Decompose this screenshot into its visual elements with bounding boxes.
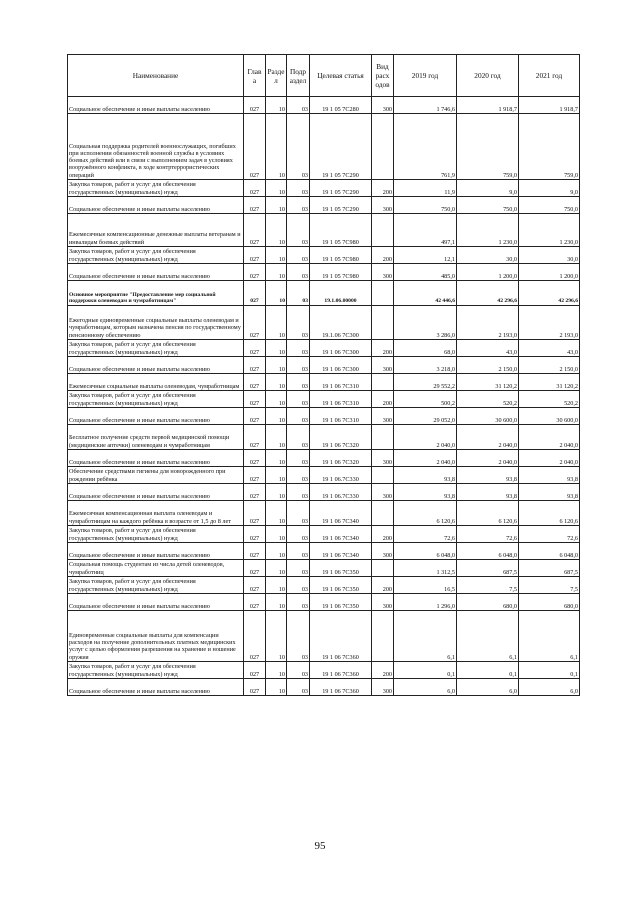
row-2019: 761,9	[394, 114, 457, 180]
row-2020: 43,0	[457, 340, 519, 357]
row-podrazdel: 03	[287, 450, 310, 467]
row-cel-statya: 19 1 06 7С310	[310, 391, 372, 408]
row-name: Социальное обеспечение и иные выплаты населению	[68, 484, 244, 501]
row-cel-statya: 19.1.06 7С300	[310, 306, 372, 340]
row-vid-rashodov: 200	[372, 340, 394, 357]
row-vid-rashodov: 200	[372, 526, 394, 543]
row-cel-statya: 19 1 06 7С360	[310, 679, 372, 696]
row-cel-statya: 19 1 06 7С350	[310, 594, 372, 611]
row-name: Социальное обеспечение и иные выплаты населению	[68, 357, 244, 374]
row-name: Ежемесячные социальные выплаты оленеводам, чумработницам	[68, 374, 244, 391]
row-cel-statya: 19 1 06 7С350	[310, 560, 372, 577]
table-row	[68, 114, 580, 180]
row-glava: 027	[244, 197, 266, 214]
header-cel-statya: Целевая статья	[310, 55, 372, 97]
row-2020: 687,5	[457, 560, 519, 577]
table-row	[68, 247, 580, 264]
row-glava: 027	[244, 264, 266, 281]
row-vid-rashodov	[372, 306, 394, 340]
row-2021: 1 200,0	[519, 264, 580, 281]
row-vid-rashodov: 300	[372, 450, 394, 467]
row-glava: 027	[244, 374, 266, 391]
row-razdel: 10	[266, 197, 287, 214]
row-2019: 12,1	[394, 247, 457, 264]
row-2021: 6,1	[519, 611, 580, 662]
row-name: Социальное обеспечение и иные выплаты населению	[68, 264, 244, 281]
row-2021: 9,0	[519, 180, 580, 197]
row-razdel: 10	[266, 679, 287, 696]
row-2021: 2 040,0	[519, 425, 580, 450]
row-razdel: 10	[266, 467, 287, 484]
row-vid-rashodov: 200	[372, 391, 394, 408]
table-row	[68, 374, 580, 391]
row-vid-rashodov	[372, 374, 394, 391]
row-glava: 027	[244, 662, 266, 679]
row-razdel: 10	[266, 357, 287, 374]
row-podrazdel: 03	[287, 662, 310, 679]
row-razdel: 10	[266, 543, 287, 560]
row-cel-statya: 19 1 06 7С320	[310, 450, 372, 467]
table-row	[68, 577, 580, 594]
row-glava: 027	[244, 501, 266, 526]
row-razdel: 10	[266, 306, 287, 340]
row-2019: 6 120,6	[394, 501, 457, 526]
row-razdel: 10	[266, 374, 287, 391]
row-2021: 759,0	[519, 114, 580, 180]
row-2021: 1 918,7	[519, 97, 580, 114]
row-2019: 3 286,0	[394, 306, 457, 340]
row-2021: 0,1	[519, 662, 580, 679]
row-2021: 2 040,0	[519, 450, 580, 467]
row-vid-rashodov	[372, 114, 394, 180]
row-podrazdel: 03	[287, 357, 310, 374]
table-row	[68, 594, 580, 611]
row-cel-statya: 19 1 05 7С280	[310, 97, 372, 114]
row-2021: 687,5	[519, 560, 580, 577]
row-2021: 520,2	[519, 391, 580, 408]
row-name: Закупка товаров, работ и услуг для обеспечения государственных (муниципальных) нужд	[68, 340, 244, 357]
row-glava: 027	[244, 391, 266, 408]
row-razdel: 10	[266, 281, 287, 306]
row-2020: 7,5	[457, 577, 519, 594]
header-2019: 2019 год	[394, 55, 457, 97]
header-razdel: Разде л	[266, 55, 287, 97]
row-podrazdel: 03	[287, 97, 310, 114]
row-razdel: 10	[266, 247, 287, 264]
row-razdel: 10	[266, 662, 287, 679]
row-razdel: 10	[266, 501, 287, 526]
table-row	[68, 340, 580, 357]
row-cel-statya: 19 1 06 7С300	[310, 357, 372, 374]
row-vid-rashodov: 300	[372, 594, 394, 611]
row-2019: 497,1	[394, 214, 457, 247]
row-cel-statya: 19 1 06.7С330	[310, 484, 372, 501]
row-razdel: 10	[266, 526, 287, 543]
row-razdel: 10	[266, 214, 287, 247]
row-podrazdel: 03	[287, 526, 310, 543]
row-vid-rashodov	[372, 425, 394, 450]
row-podrazdel: 03	[287, 611, 310, 662]
row-2019: 6,1	[394, 611, 457, 662]
row-razdel: 10	[266, 180, 287, 197]
row-2019: 68,0	[394, 340, 457, 357]
row-name: Закупка товаров, работ и услуг для обеспечения государственных (муниципальных) нужд	[68, 247, 244, 264]
row-name: Закупка товаров, работ и услуг для обеспечения государственных (муниципальных) нужд	[68, 662, 244, 679]
row-2020: 750,0	[457, 197, 519, 214]
row-podrazdel: 03	[287, 467, 310, 484]
row-glava: 027	[244, 357, 266, 374]
table-row	[68, 306, 580, 340]
row-cel-statya: 19 1 05 7С290	[310, 114, 372, 180]
row-podrazdel: 03	[287, 425, 310, 450]
table-header-row	[68, 55, 580, 97]
row-glava: 027	[244, 467, 266, 484]
table-row	[68, 484, 580, 501]
row-2021: 6 048,0	[519, 543, 580, 560]
row-vid-rashodov: 300	[372, 408, 394, 425]
row-2021: 43,0	[519, 340, 580, 357]
row-name: Единовременные социальные выплаты для компенсации расходов на получение дополнительных платных медицинских услуг с целью оформления разрешения на хранение и ношение оружия	[68, 611, 244, 662]
row-cel-statya: 19 1 06 7С350	[310, 577, 372, 594]
row-2020: 6 048,0	[457, 543, 519, 560]
row-cel-statya: 19 1 05 7С290	[310, 180, 372, 197]
row-2020: 30 600,0	[457, 408, 519, 425]
header-name: Наименование	[68, 55, 244, 97]
row-2019: 6 048,0	[394, 543, 457, 560]
row-2019: 11,9	[394, 180, 457, 197]
row-2021: 93,8	[519, 467, 580, 484]
table-row	[68, 391, 580, 408]
row-glava: 027	[244, 611, 266, 662]
row-podrazdel: 03	[287, 543, 310, 560]
row-2021: 2 150,0	[519, 357, 580, 374]
row-2020: 93,8	[457, 467, 519, 484]
table-row	[68, 357, 580, 374]
header-2021: 2021 год	[519, 55, 580, 97]
row-cel-statya: 19 1 06 7С320	[310, 425, 372, 450]
row-cel-statya: 19 1 06 7С340	[310, 543, 372, 560]
row-vid-rashodov	[372, 611, 394, 662]
row-2020: 1 200,0	[457, 264, 519, 281]
row-2020: 520,2	[457, 391, 519, 408]
row-glava: 027	[244, 408, 266, 425]
row-vid-rashodov: 200	[372, 577, 394, 594]
row-2019: 2 040,0	[394, 450, 457, 467]
table-row	[68, 214, 580, 247]
row-glava: 027	[244, 425, 266, 450]
row-2019: 1 296,0	[394, 594, 457, 611]
row-2019: 500,2	[394, 391, 457, 408]
row-cel-statya: 19 1 05 7С290	[310, 197, 372, 214]
row-2020: 680,0	[457, 594, 519, 611]
row-cel-statya: 19 1 05 7С980	[310, 264, 372, 281]
row-podrazdel: 03	[287, 391, 310, 408]
row-2019: 29 552,2	[394, 374, 457, 391]
row-2020: 1 230,0	[457, 214, 519, 247]
row-name: Социальное обеспечение и иные выплаты населению	[68, 679, 244, 696]
row-2021: 42 296,6	[519, 281, 580, 306]
row-2019: 29 052,0	[394, 408, 457, 425]
row-2019: 16,5	[394, 577, 457, 594]
row-name: Ежегодные единовременные социальные выплаты оленеводам и чумработницам, которым назначена пенсия по государственному пенсионному обеспечению	[68, 306, 244, 340]
row-2021: 680,0	[519, 594, 580, 611]
table-row	[68, 450, 580, 467]
row-cel-statya: 19 1 06 7С340	[310, 501, 372, 526]
row-2020: 2 150,0	[457, 357, 519, 374]
row-razdel: 10	[266, 114, 287, 180]
row-2020: 0,1	[457, 662, 519, 679]
row-2020: 93,8	[457, 484, 519, 501]
row-podrazdel: 03	[287, 306, 310, 340]
row-2020: 30,0	[457, 247, 519, 264]
row-razdel: 10	[266, 97, 287, 114]
row-razdel: 10	[266, 577, 287, 594]
row-razdel: 10	[266, 484, 287, 501]
row-podrazdel: 03	[287, 247, 310, 264]
row-2020: 31 120,2	[457, 374, 519, 391]
row-name: Социальная поддержка родителей военнослужащих, погибших при исполнении обязанностей военной службы в условиях боевых действий или в связи с выполнением задач в условиях вооружённого конфликта, в ходе контртеррористических операций	[68, 114, 244, 180]
row-podrazdel: 03	[287, 679, 310, 696]
row-name: Ежемесячная компенсационная выплата оленеводам и чумработницам на каждого ребёнка в возрасте от 1,5 до 8 лет	[68, 501, 244, 526]
row-cel-statya: 19 1 06 7С310	[310, 408, 372, 425]
row-2019: 93,8	[394, 467, 457, 484]
budget-table	[67, 54, 580, 696]
row-vid-rashodov: 300	[372, 264, 394, 281]
row-vid-rashodov: 200	[372, 247, 394, 264]
row-name: Социальное обеспечение и иные выплаты населению	[68, 97, 244, 114]
table-row	[68, 408, 580, 425]
row-podrazdel: 03	[287, 560, 310, 577]
row-2019: 72,6	[394, 526, 457, 543]
row-2020: 2 193,0	[457, 306, 519, 340]
row-name: Обеспечение средствами гигиены для новорожденного при рождении ребёнка	[68, 467, 244, 484]
row-vid-rashodov: 300	[372, 484, 394, 501]
row-2019: 2 040,0	[394, 425, 457, 450]
row-glava: 027	[244, 484, 266, 501]
row-name: Бесплатное получение средств первой медицинской помощи (медицинские аптечки) оленеводам и чумработницам	[68, 425, 244, 450]
row-2019: 485,0	[394, 264, 457, 281]
table-row	[68, 264, 580, 281]
row-glava: 027	[244, 526, 266, 543]
table-row	[68, 425, 580, 450]
row-glava: 027	[244, 114, 266, 180]
row-cel-statya: 19 1 06.7С330	[310, 467, 372, 484]
row-vid-rashodov: 300	[372, 679, 394, 696]
row-vid-rashodov: 300	[372, 543, 394, 560]
row-podrazdel: 03	[287, 408, 310, 425]
row-2019: 93,8	[394, 484, 457, 501]
row-2021: 6 120,6	[519, 501, 580, 526]
row-2021: 7,5	[519, 577, 580, 594]
row-name: Социальное обеспечение и иные выплаты населению	[68, 408, 244, 425]
page-number: 95	[314, 840, 326, 852]
row-name: Социальное обеспечение и иные выплаты населению	[68, 543, 244, 560]
row-podrazdel: 03	[287, 594, 310, 611]
row-cel-statya: 19 1 06 7С300	[310, 340, 372, 357]
table-row	[68, 180, 580, 197]
row-cel-statya: 19 1 06 7С310	[310, 374, 372, 391]
row-cel-statya: 19.1.06.00000	[310, 281, 372, 306]
row-cel-statya: 19 1 06 7С360	[310, 611, 372, 662]
row-name: Социальная помощь студентам из числа детей оленеводов, чумработниц	[68, 560, 244, 577]
row-2020: 6,1	[457, 611, 519, 662]
row-vid-rashodov	[372, 560, 394, 577]
row-glava: 027	[244, 543, 266, 560]
table-row	[68, 97, 580, 114]
table-row	[68, 662, 580, 679]
row-2020: 1 918,7	[457, 97, 519, 114]
row-2019: 0,1	[394, 662, 457, 679]
row-glava: 027	[244, 594, 266, 611]
row-glava: 027	[244, 97, 266, 114]
header-podrazdel: Подр аздел	[287, 55, 310, 97]
row-vid-rashodov: 300	[372, 357, 394, 374]
row-2020: 6,0	[457, 679, 519, 696]
row-glava: 027	[244, 306, 266, 340]
row-glava: 027	[244, 214, 266, 247]
row-name: Социальное обеспечение и иные выплаты населению	[68, 594, 244, 611]
row-glava: 027	[244, 180, 266, 197]
table-body	[68, 97, 580, 696]
row-cel-statya: 19 1 06 7С360	[310, 662, 372, 679]
table-row	[68, 281, 580, 306]
row-vid-rashodov: 300	[372, 197, 394, 214]
row-2020: 42 296,6	[457, 281, 519, 306]
row-cel-statya: 19 1 05 7С980	[310, 214, 372, 247]
row-glava: 027	[244, 247, 266, 264]
row-name: Социальное обеспечение и иные выплаты населению	[68, 450, 244, 467]
table-row	[68, 611, 580, 662]
row-cel-statya: 19 1 06 7С340	[310, 526, 372, 543]
row-2020: 72,6	[457, 526, 519, 543]
header-glava: Глав а	[244, 55, 266, 97]
row-podrazdel: 03	[287, 501, 310, 526]
row-2021: 93,8	[519, 484, 580, 501]
row-vid-rashodov	[372, 281, 394, 306]
table-row	[68, 679, 580, 696]
row-razdel: 10	[266, 560, 287, 577]
row-vid-rashodov: 200	[372, 180, 394, 197]
row-2019: 1 312,5	[394, 560, 457, 577]
row-razdel: 10	[266, 594, 287, 611]
row-podrazdel: 03	[287, 281, 310, 306]
row-razdel: 10	[266, 408, 287, 425]
row-2019: 42 446,6	[394, 281, 457, 306]
row-2021: 2 193,0	[519, 306, 580, 340]
row-2021: 30,0	[519, 247, 580, 264]
row-vid-rashodov	[372, 501, 394, 526]
row-2021: 1 230,0	[519, 214, 580, 247]
row-2019: 3 218,0	[394, 357, 457, 374]
row-podrazdel: 03	[287, 484, 310, 501]
row-2020: 9,0	[457, 180, 519, 197]
row-glava: 027	[244, 679, 266, 696]
row-vid-rashodov: 200	[372, 662, 394, 679]
table-row	[68, 501, 580, 526]
row-glava: 027	[244, 560, 266, 577]
table-row	[68, 560, 580, 577]
row-razdel: 10	[266, 450, 287, 467]
row-razdel: 10	[266, 264, 287, 281]
row-vid-rashodov	[372, 467, 394, 484]
row-name: Закупка товаров, работ и услуг для обеспечения государственных (муниципальных) нужд	[68, 180, 244, 197]
table-row	[68, 543, 580, 560]
row-podrazdel: 03	[287, 197, 310, 214]
row-razdel: 10	[266, 611, 287, 662]
row-glava: 027	[244, 450, 266, 467]
row-2021: 6,0	[519, 679, 580, 696]
table-row	[68, 467, 580, 484]
row-razdel: 10	[266, 340, 287, 357]
row-2019: 750,0	[394, 197, 457, 214]
header-vid-rashodov: Вид расх одов	[372, 55, 394, 97]
row-glava: 027	[244, 281, 266, 306]
row-podrazdel: 03	[287, 340, 310, 357]
row-2021: 750,0	[519, 197, 580, 214]
row-vid-rashodov: 300	[372, 97, 394, 114]
row-2019: 1 746,6	[394, 97, 457, 114]
row-razdel: 10	[266, 425, 287, 450]
table-row	[68, 526, 580, 543]
row-2019: 6,0	[394, 679, 457, 696]
row-podrazdel: 03	[287, 577, 310, 594]
row-2021: 72,6	[519, 526, 580, 543]
row-podrazdel: 03	[287, 180, 310, 197]
row-2020: 759,0	[457, 114, 519, 180]
row-podrazdel: 03	[287, 264, 310, 281]
row-name: Закупка товаров, работ и услуг для обеспечения государственных (муниципальных) нужд	[68, 577, 244, 594]
row-name: Закупка товаров, работ и услуг для обеспечения государственных (муниципальных) нужд	[68, 391, 244, 408]
row-podrazdel: 03	[287, 374, 310, 391]
row-name: Закупка товаров, работ и услуг для обеспечения государственных (муниципальных) нужд	[68, 526, 244, 543]
row-podrazdel: 03	[287, 214, 310, 247]
row-vid-rashodov	[372, 214, 394, 247]
row-2021: 31 120,2	[519, 374, 580, 391]
row-glava: 027	[244, 577, 266, 594]
row-2020: 2 040,0	[457, 425, 519, 450]
row-name: Ежемесячные компенсационные денежные выплаты ветеранам и инвалидам боевых действий	[68, 214, 244, 247]
header-2020: 2020 год	[457, 55, 519, 97]
row-2020: 2 040,0	[457, 450, 519, 467]
table-row	[68, 197, 580, 214]
row-2020: 6 120,6	[457, 501, 519, 526]
row-name: Социальное обеспечение и иные выплаты населению	[68, 197, 244, 214]
row-glava: 027	[244, 340, 266, 357]
row-cel-statya: 19 1 05 7С980	[310, 247, 372, 264]
row-razdel: 10	[266, 391, 287, 408]
row-podrazdel: 03	[287, 114, 310, 180]
row-2021: 30 600,0	[519, 408, 580, 425]
row-name: Основное мероприятие "Предоставление мер социальной поддержки олеиеводам и чумработницам"	[68, 281, 244, 306]
